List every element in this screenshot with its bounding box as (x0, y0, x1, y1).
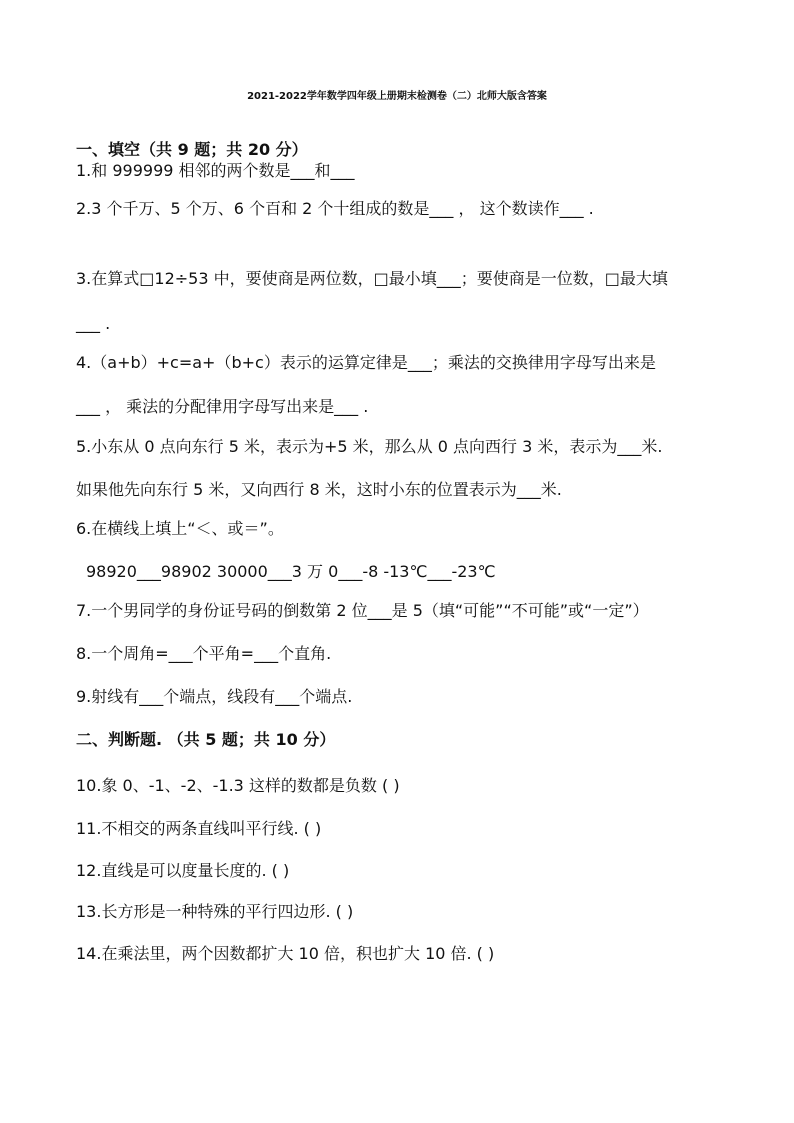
question-8: 8.一个周角=___个平角=___个直角. (76, 644, 332, 663)
question-5-continued: 如果他先向东行 5 米，又向西行 8 米，这时小东的位置表示为___米. (76, 480, 562, 499)
section-heading-fill-in: 一、填空（共 9 题；共 20 分） (76, 140, 308, 159)
question-9: 9.射线有___个端点，线段有___个端点. (76, 687, 353, 706)
question-1: 1.和 999999 相邻的两个数是___和___ (76, 161, 355, 180)
question-12: 12.直线是可以度量长度的. ( ) (76, 861, 290, 880)
question-4-continued: ___ ， 乘法的分配律用字母写出来是___ . (76, 397, 369, 416)
section-heading-true-false: 二、判断题. （共 5 题；共 10 分） (76, 730, 336, 749)
question-11: 11.不相交的两条直线叫平行线. ( ) (76, 819, 322, 838)
question-13: 13.长方形是一种特殊的平行四边形. ( ) (76, 902, 354, 921)
page-title: 2021-2022学年数学四年级上册期末检测卷（二）北师大版含答案 (247, 91, 547, 102)
question-3: 3.在算式□12÷53 中，要使商是两位数，□最小填___；要使商是一位数，□最大填 (76, 269, 668, 288)
question-3-continued: ___ . (76, 314, 111, 333)
question-4: 4.（a+b）+c=a+（b+c）表示的运算定律是___；乘法的交换律用字母写出来是 (76, 353, 656, 372)
question-2: 2.3 个千万、5 个万、6 个百和 2 个十组成的数是___ ， 这个数读作___ . (76, 199, 594, 218)
question-14: 14.在乘法里，两个因数都扩大 10 倍，积也扩大 10 倍. ( ) (76, 944, 495, 963)
question-5: 5.小东从 0 点向东行 5 米，表示为+5 米，那么从 0 点向西行 3 米，表示为___米. (76, 437, 663, 456)
question-6-items: 98920___98902 30000___3 万 0___-8 -13℃___-23℃ (86, 562, 496, 581)
question-6: 6.在横线上填上“＜、或＝”。 (76, 519, 284, 538)
question-7: 7.一个男同学的身份证号码的倒数第 2 位___是 5（填“可能”“不可能”或“一定”） (76, 601, 649, 620)
question-10: 10.象 0、-1、-2、-1.3 这样的数都是负数 ( ) (76, 776, 400, 795)
